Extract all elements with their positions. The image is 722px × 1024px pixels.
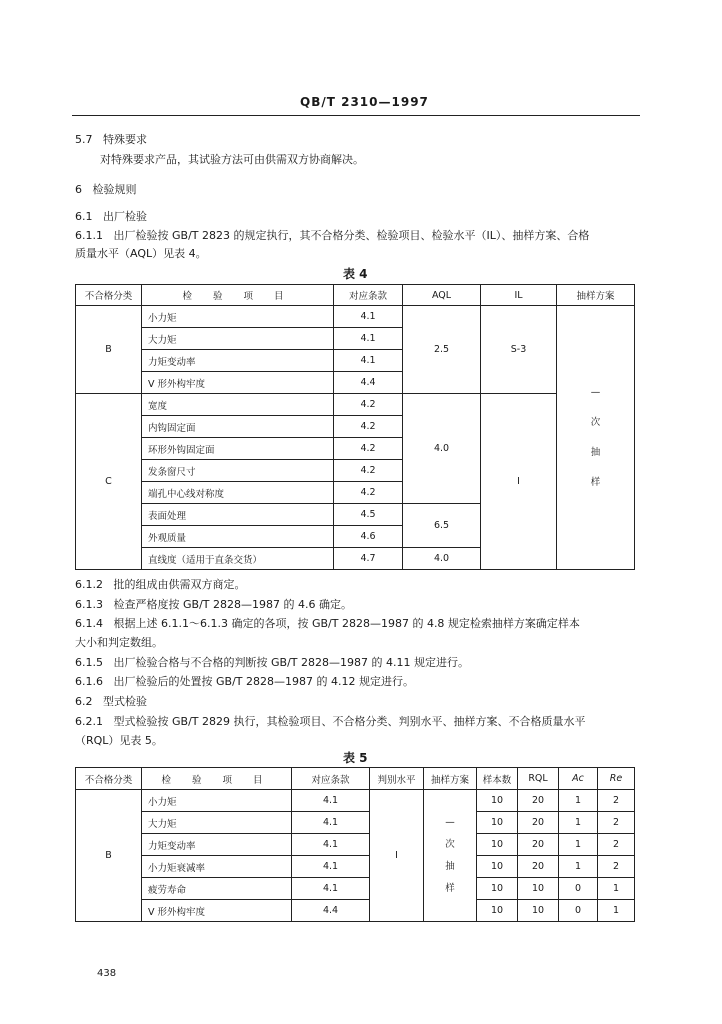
clause-text: 出厂检验按 GB/T 2823 的规定执行，其不合格分类、检验项目、检验水平（IL）、抽样方案、合格 [113,229,590,242]
sampling-plan-cell [424,790,477,922]
item-cell: 端孔中心线对称度 [142,482,334,504]
sample-size-cell: 10 [477,856,518,878]
rql-cell: 20 [518,790,559,812]
header-rule [72,115,640,116]
class-cell: C [76,394,142,570]
header-cell: 不合格分类 [76,768,142,790]
clause-number: 6.1.1 [75,229,103,242]
clause-cell: 4.1 [334,306,403,328]
header-cell: 检 验 项 目 [142,285,334,306]
re-cell: 1 [598,878,635,900]
item-cell: 力矩变动率 [142,834,292,856]
clause-text: 检查严格度按 GB/T 2828—1987 的 4.6 确定。 [113,598,352,611]
table-header-row [76,768,635,790]
ac-cell: 0 [559,900,598,922]
re-cell: 2 [598,834,635,856]
item-cell: 疲劳寿命 [142,878,292,900]
sample-size-cell: 10 [477,878,518,900]
class-cell: B [76,790,142,922]
clause-cell: 4.1 [292,834,370,856]
section-6-heading [75,181,137,197]
clause-cell: 4.7 [334,548,403,570]
section-6-2-heading [75,693,147,709]
table-row [76,834,635,856]
header-cell: Ac [559,768,598,790]
section-5-7-heading [75,131,147,147]
page-number: 438 [97,968,117,979]
header-cell: 不合格分类 [76,285,142,306]
clause-cell: 4.2 [334,460,403,482]
header-cell: AQL [403,285,481,306]
sample-size-cell: 10 [477,834,518,856]
standard-code-header: QB/T 2310—1997 [300,95,429,109]
clause-6-1-2 [75,576,246,592]
re-cell: 2 [598,812,635,834]
rql-cell: 20 [518,856,559,878]
plan-char: 次 [590,416,601,428]
clause-text: 批的组成由供需双方商定。 [113,578,246,591]
item-cell: 力矩变动率 [142,350,334,372]
clause-6-1-1-line2: 质量水平（AQL）见表 4。 [75,247,207,260]
clause-text: 型式检验按 GB/T 2829 执行，其检验项目、不合格分类、判别水平、抽样方案、不合格质量水平 [113,715,586,728]
section-title: 特殊要求 [103,133,147,146]
clause-number: 6.1.6 [75,675,103,688]
item-cell: 环形外钩固定面 [142,438,334,460]
table-4 [75,284,635,570]
item-cell: 内钩固定面 [142,416,334,438]
header-cell: 检 验 项 目 [142,768,292,790]
section-title: 出厂检验 [103,210,147,223]
rql-cell: 10 [518,900,559,922]
clause-6-1-6 [75,673,414,689]
item-cell: 宽度 [142,394,334,416]
header-cell: 对应条款 [334,285,403,306]
item-cell: V 形外构牢度 [142,372,334,394]
header-cell: 对应条款 [292,768,370,790]
table-4-caption: 表 4 [343,267,368,281]
clause-number: 6.1.2 [75,578,103,591]
table-row [76,856,635,878]
aql-cell: 6.5 [403,504,481,548]
header-cell: Re [598,768,635,790]
item-cell: 小力矩 [142,790,292,812]
item-cell: 表面处理 [142,504,334,526]
plan-char: — [445,816,455,828]
plan-char: 样 [445,882,455,894]
clause-6-1-5 [75,654,469,670]
plan-char: 次 [445,838,455,850]
aql-cell: 4.0 [403,394,481,504]
plan-char: 抽 [445,860,455,872]
sampling-plan-cell [557,306,635,570]
section-title: 型式检验 [103,695,147,708]
section-number: 6.2 [75,695,93,708]
clause-text: 根据上述 6.1.1～6.1.3 确定的各项，按 GB/T 2828—1987 的 4.8 规定检索抽样方案确定样本 [113,617,580,630]
table-row [76,394,635,416]
clause-text: 出厂检验合格与不合格的判断按 GB/T 2828—1987 的 4.11 规定进行。 [113,656,469,669]
ac-cell: 1 [559,834,598,856]
table-row [76,812,635,834]
aql-cell: 4.0 [403,548,481,570]
ac-cell: 1 [559,856,598,878]
header-cell: 抽样方案 [557,285,635,306]
clause-cell: 4.5 [334,504,403,526]
aql-cell: 2.5 [403,306,481,394]
table-row [76,878,635,900]
rql-cell: 10 [518,878,559,900]
item-cell: 发条窗尺寸 [142,460,334,482]
sample-size-cell: 10 [477,900,518,922]
clause-cell: 4.4 [334,372,403,394]
table-5-caption: 表 5 [343,751,368,765]
clause-number: 6.2.1 [75,715,103,728]
clause-number: 6.1.4 [75,617,103,630]
re-cell: 1 [598,900,635,922]
clause-cell: 4.1 [292,790,370,812]
header-cell: RQL [518,768,559,790]
clause-cell: 4.2 [334,394,403,416]
clause-6-1-3 [75,596,352,612]
rql-cell: 20 [518,834,559,856]
table-header-row [76,285,635,306]
table-row [76,306,635,328]
clause-cell: 4.2 [334,438,403,460]
clause-cell: 4.4 [292,900,370,922]
header-cell: IL [481,285,557,306]
clause-cell: 4.2 [334,416,403,438]
item-cell: 大力矩 [142,812,292,834]
clause-6-2-1-line2: （RQL）见表 5。 [75,734,163,747]
plan-char: 样 [590,476,601,488]
il-cell: S-3 [481,306,557,394]
header-cell: 判别水平 [370,768,424,790]
item-cell: 小力矩 [142,306,334,328]
header-cell: 样本数 [477,768,518,790]
section-title: 检验规则 [92,183,137,196]
clause-cell: 4.6 [334,526,403,548]
plan-char: 抽 [590,446,601,458]
level-cell: I [370,790,424,922]
section-6-1-heading [75,208,147,224]
clause-cell: 4.1 [292,878,370,900]
re-cell: 2 [598,790,635,812]
item-cell: 大力矩 [142,328,334,350]
clause-cell: 4.1 [292,812,370,834]
clause-cell: 4.2 [334,482,403,504]
plan-char: — [590,386,601,398]
rql-cell: 20 [518,812,559,834]
clause-cell: 4.1 [292,856,370,878]
item-cell: 小力矩衰减率 [142,856,292,878]
section-number: 6.1 [75,210,93,223]
clause-6-2-1-line1 [75,713,585,729]
ac-cell: 0 [559,878,598,900]
ac-cell: 1 [559,790,598,812]
ac-cell: 1 [559,812,598,834]
clause-6-1-4-line2: 大小和判定数组。 [75,636,163,649]
item-cell: 直线度（适用于直条交货） [142,548,334,570]
section-number: 5.7 [75,133,93,146]
clause-6-1-1-line1 [75,227,589,243]
section-5-7-text: 对特殊要求产品，其试验方法可由供需双方协商解决。 [100,153,364,166]
sample-size-cell: 10 [477,790,518,812]
clause-6-1-4-line1 [75,615,580,631]
item-cell: V 形外构牢度 [142,900,292,922]
header-cell: 抽样方案 [424,768,477,790]
clause-cell: 4.1 [334,328,403,350]
class-cell: B [76,306,142,394]
table-row [76,790,635,812]
sample-size-cell: 10 [477,812,518,834]
clause-cell: 4.1 [334,350,403,372]
il-cell: I [481,394,557,570]
table-5 [75,767,635,922]
re-cell: 2 [598,856,635,878]
item-cell: 外观质量 [142,526,334,548]
section-number: 6 [75,183,82,196]
clause-text: 出厂检验后的处置按 GB/T 2828—1987 的 4.12 规定进行。 [113,675,414,688]
clause-number: 6.1.3 [75,598,103,611]
clause-number: 6.1.5 [75,656,103,669]
table-row [76,900,635,922]
